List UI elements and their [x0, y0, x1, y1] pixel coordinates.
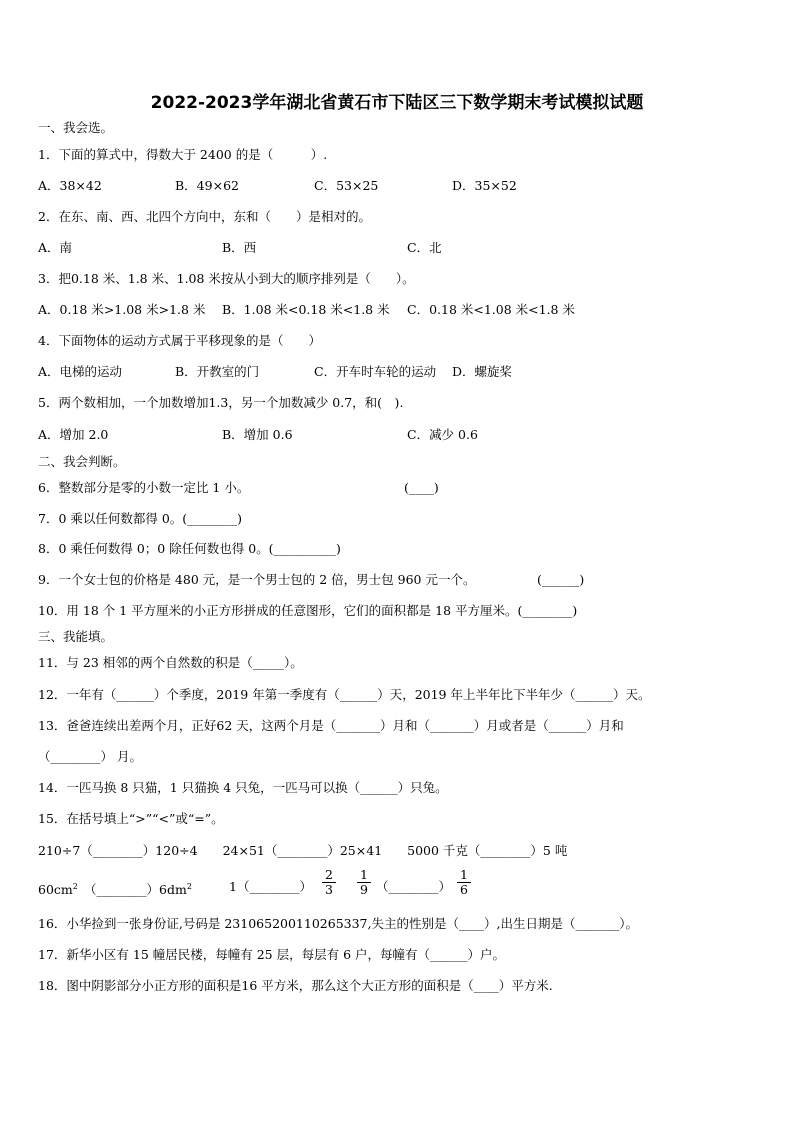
q4-option-c: C．开车时车轮的运动 [314, 364, 437, 379]
q5-option-c: C．减少 0.6 [407, 427, 478, 442]
q9-answer-blank[interactable]: (______) [537, 572, 585, 587]
q2-option-b: B．西 [222, 240, 257, 255]
question-5: 5．两个数相加，一个加数增加1.3，另一个加数减少 0.7，和( ). [38, 395, 404, 410]
squared-sup: 2 [186, 882, 192, 891]
section-heading-2: 二、我会判断。 [38, 454, 126, 469]
question-9: 9．一个女士包的价格是 480 元，是一个男士包的 2 倍，男士包 960 元一个。 [38, 572, 476, 587]
q1-option-d: D．35×52 [452, 178, 517, 193]
q1-option-b: B．49×62 [175, 178, 239, 193]
fraction-numerator: 1 [457, 868, 471, 883]
question-13-line-1: 13．爸爸连续出差两个月，正好62 天，这两个月是（_______）月和（_______）月或者是（______）月和 [38, 718, 624, 733]
question-16: 16．小华捡到一张身份证,号码是 231065200110265337,失主的性别是（____）,出生日期是（_______）。 [38, 916, 638, 931]
question-3: 3．把0.18 米、1.8 米、1.08 米按从小到大的顺序排列是（ ）。 [38, 271, 415, 286]
fraction-denominator: 9 [360, 882, 368, 897]
fraction-numerator: 1 [357, 868, 371, 883]
question-4: 4．下面物体的运动方式属于平移现象的是（ ） [38, 333, 321, 348]
q3-option-b: B．1.08 米<0.18 米<1.8 米 [222, 302, 390, 317]
question-12: 12．一年有（______）个季度，2019 年第一季度有（______）天，2019 年上半年比下半年少（______）天。 [38, 687, 651, 702]
q1-option-c: C．53×25 [314, 178, 379, 193]
page-title: 2022-2023学年湖北省黄石市下陆区三下数学期末考试模拟试题 [150, 93, 644, 113]
fraction-one-ninth [357, 868, 371, 897]
q4-option-a: A．电梯的运动 [38, 364, 123, 379]
question-15-row-1: 210÷7（________）120÷4 24×51（________）25×41 5000 千克（________）5 吨 [38, 843, 568, 858]
q15-item-one: 1（________） [229, 879, 312, 894]
q15-blank-fraction: （________） [376, 879, 452, 894]
q3-option-c: C．0.18 米<1.08 米<1.8 米 [407, 302, 575, 317]
question-17: 17．新华小区有 15 幢居民楼，每幢有 25 层，每层有 6 户，每幢有（______）户。 [38, 947, 506, 962]
q2-option-c: C．北 [407, 240, 442, 255]
q4-option-d: D．螺旋桨 [452, 364, 513, 379]
question-1: 1．下面的算式中，得数大于 2400 的是（ ）. [38, 147, 328, 162]
q5-option-b: B．增加 0.6 [222, 427, 293, 442]
section-heading-1: 一、我会选。 [38, 120, 114, 135]
fraction-denominator: 6 [460, 882, 468, 897]
q15-6dm-text: （________）6dm [84, 882, 187, 898]
q5-option-a: A．增加 2.0 [38, 427, 109, 442]
question-15: 15．在括号填上“>”“<”或“=”。 [38, 811, 224, 826]
q3-option-a: A．0.18 米>1.08 米>1.8 米 [38, 302, 206, 317]
q1-option-a: A．38×42 [38, 178, 102, 193]
q15-60cm-text: 60cm [38, 882, 73, 898]
fraction-one-sixth [457, 868, 471, 897]
q15-item-60cm [38, 879, 78, 898]
question-8: 8．0 乘任何数得 0；0 除任何数也得 0。(__________) [38, 541, 341, 556]
question-2: 2．在东、南、西、北四个方向中，东和（ ）是相对的。 [38, 209, 371, 224]
question-10: 10．用 18 个 1 平方厘米的小正方形拼成的任意图形，它们的面积都是 18 平方厘米。(________) [38, 603, 578, 618]
question-7: 7．0 乘以任何数都得 0。(________) [38, 511, 243, 526]
squared-sup: 2 [72, 882, 78, 891]
section-heading-3: 三、我能填。 [38, 629, 114, 644]
q4-option-b: B．开教室的门 [175, 364, 260, 379]
question-18: 18．图中阴影部分小正方形的面积是16 平方米，那么这个大正方形的面积是（____）平方米. [38, 978, 553, 993]
q6-answer-blank[interactable]: (____) [404, 480, 439, 495]
question-11: 11．与 23 相邻的两个自然数的积是（_____）。 [38, 655, 303, 670]
question-13-line-2: （________） 月。 [38, 749, 142, 764]
question-14: 14．一匹马换 8 只猫，1 只猫换 4 只兔，一匹马可以换（______）只兔。 [38, 780, 448, 795]
fraction-numerator: 2 [322, 868, 336, 883]
q2-option-a: A．南 [38, 240, 73, 255]
question-6: 6．整数部分是零的小数一定比 1 小。 [38, 480, 250, 495]
fraction-two-thirds [322, 868, 336, 897]
q15-item-6dm [84, 879, 192, 898]
fraction-denominator: 3 [325, 882, 333, 897]
